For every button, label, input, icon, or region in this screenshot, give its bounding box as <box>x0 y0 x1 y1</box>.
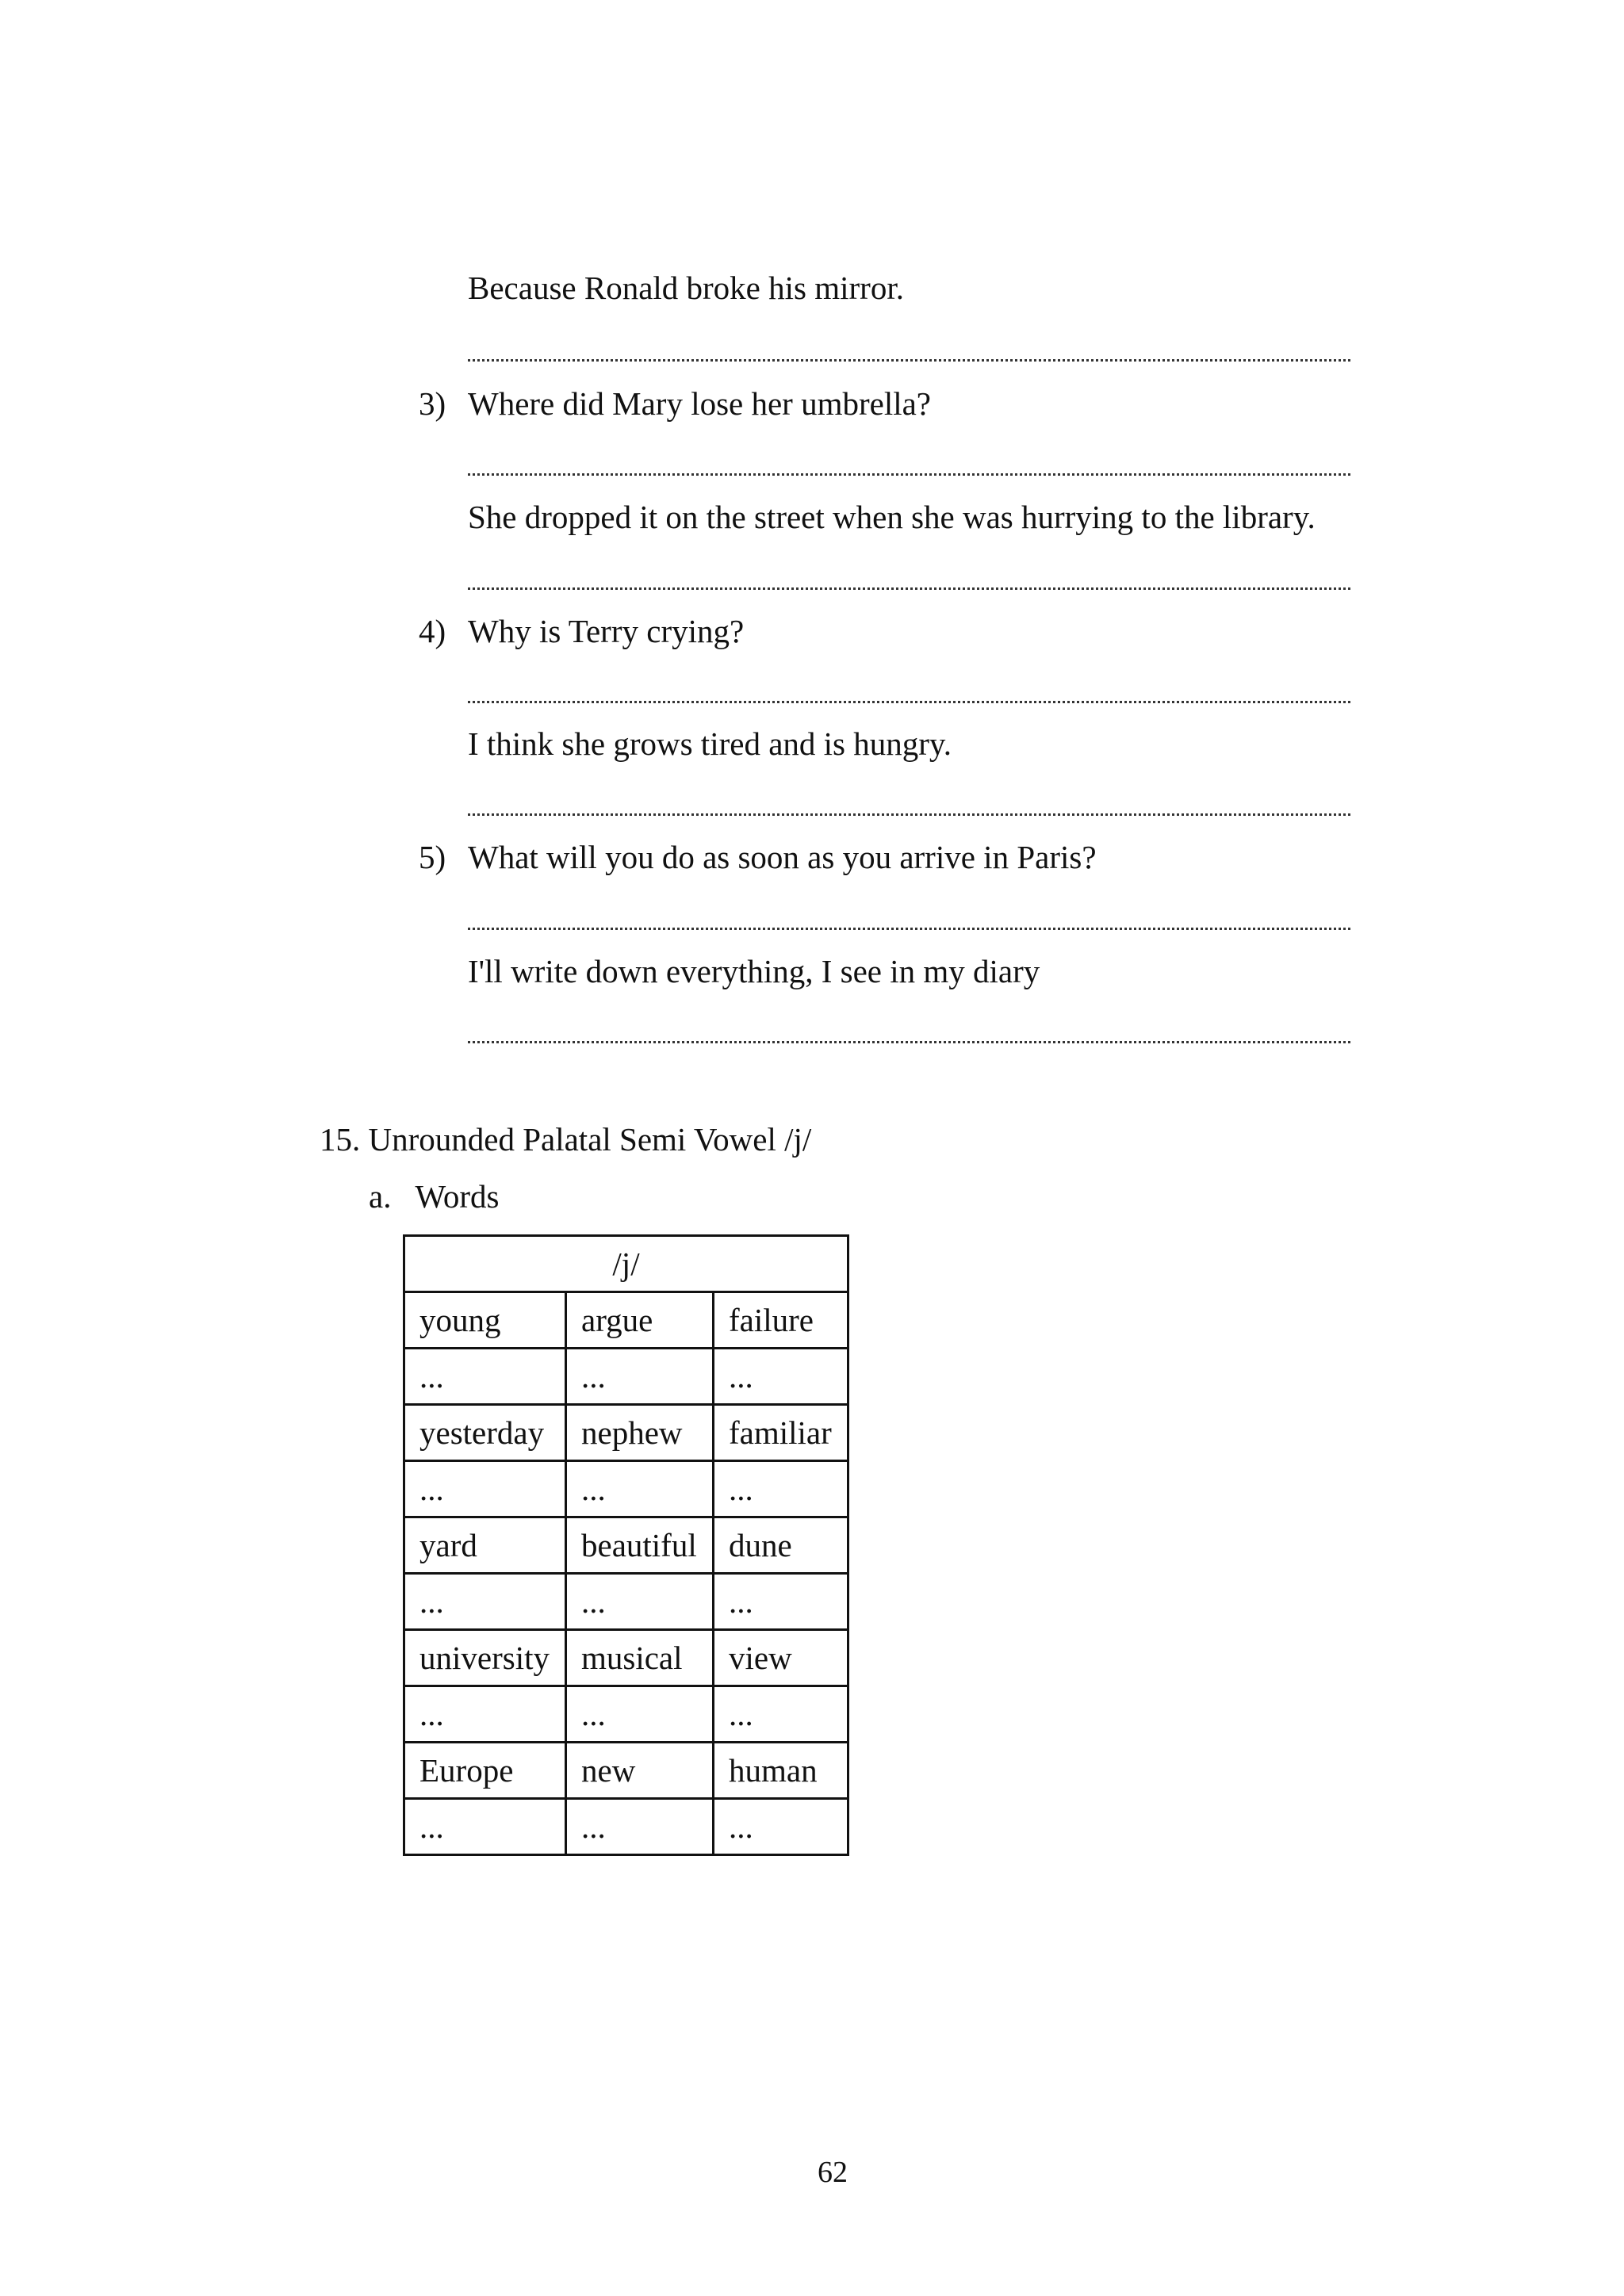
table-cell: ... <box>404 1349 566 1405</box>
question-5-number: 5) <box>419 839 446 875</box>
table-cell: Europe <box>404 1743 566 1799</box>
question-4-number: 4) <box>419 613 446 649</box>
table-row <box>404 1461 848 1517</box>
table-cell: ... <box>714 1686 848 1743</box>
table-row <box>404 1686 848 1743</box>
question-4-text: Why is Terry crying? <box>468 613 745 649</box>
dotted-answer-line <box>468 701 1350 703</box>
table-cell: ... <box>404 1574 566 1630</box>
table-cell: ... <box>566 1799 714 1855</box>
table-cell: ... <box>714 1799 848 1855</box>
table-cell: nephew <box>566 1405 714 1461</box>
table-cell: failure <box>714 1292 848 1349</box>
dotted-answer-line <box>468 587 1350 590</box>
table-row <box>404 1517 848 1574</box>
table-cell: ... <box>566 1574 714 1630</box>
table-cell: ... <box>714 1349 848 1405</box>
dotted-answer-line <box>468 813 1350 816</box>
table-cell: ... <box>404 1461 566 1517</box>
dotted-answer-line <box>468 359 1350 362</box>
question-5-text: What will you do as soon as you arrive in Paris? <box>468 839 1097 875</box>
table-cell: beautiful <box>566 1517 714 1574</box>
table-row <box>404 1630 848 1686</box>
page-number: 62 <box>818 2156 848 2189</box>
table-cell: familiar <box>714 1405 848 1461</box>
table-row <box>404 1349 848 1405</box>
table-cell: human <box>714 1743 848 1799</box>
table-cell: ... <box>566 1686 714 1743</box>
section-subheading: a. Words <box>369 1178 500 1215</box>
table-cell: view <box>714 1630 848 1686</box>
table-row <box>404 1405 848 1461</box>
table-cell: ... <box>404 1686 566 1743</box>
section-heading: 15. Unrounded Palatal Semi Vowel /j/ <box>320 1121 812 1158</box>
question-3-number: 3) <box>419 385 446 422</box>
table-cell: ... <box>566 1349 714 1405</box>
table-row <box>404 1743 848 1799</box>
dotted-answer-line <box>468 928 1350 930</box>
answer-3-text: She dropped it on the street when she was hurrying to the library. <box>468 499 1316 535</box>
table-cell: ... <box>566 1461 714 1517</box>
table-header-row <box>404 1236 848 1292</box>
table-row <box>404 1799 848 1855</box>
table-cell: ... <box>714 1574 848 1630</box>
answer-4-text: I think she grows tired and is hungry. <box>468 725 952 762</box>
table-cell: yard <box>404 1517 566 1574</box>
words-table <box>403 1234 849 1856</box>
dotted-answer-line <box>468 1041 1350 1043</box>
answer-5-text: I'll write down everything, I see in my diary <box>468 953 1040 989</box>
table-cell: university <box>404 1630 566 1686</box>
table-header-cell: /j/ <box>404 1236 848 1292</box>
table-cell: new <box>566 1743 714 1799</box>
table-cell: ... <box>404 1799 566 1855</box>
table-cell: musical <box>566 1630 714 1686</box>
dotted-answer-line <box>468 473 1350 476</box>
table-cell: dune <box>714 1517 848 1574</box>
table-cell: young <box>404 1292 566 1349</box>
answer-2-text: Because Ronald broke his mirror. <box>468 270 904 306</box>
table-cell: ... <box>714 1461 848 1517</box>
question-3-text: Where did Mary lose her umbrella? <box>468 385 932 422</box>
table-cell: yesterday <box>404 1405 566 1461</box>
table-row <box>404 1574 848 1630</box>
table-row <box>404 1292 848 1349</box>
table-cell: argue <box>566 1292 714 1349</box>
